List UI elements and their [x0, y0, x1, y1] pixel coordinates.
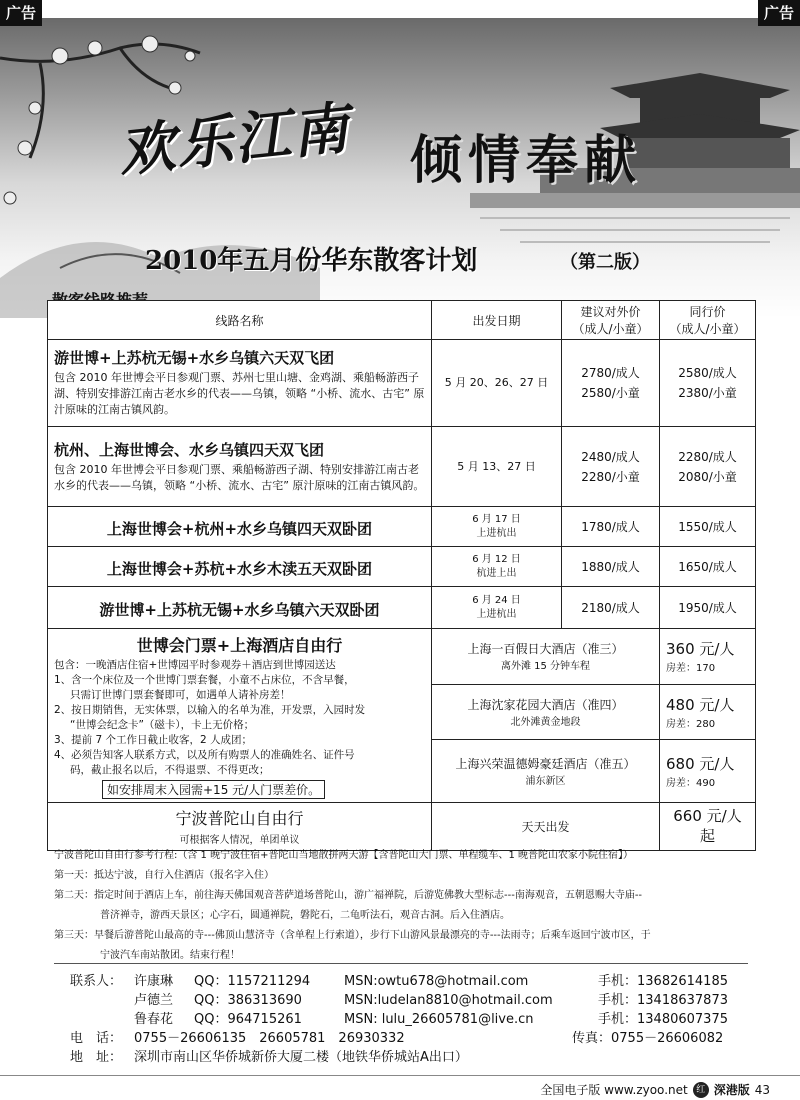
address-row [70, 1048, 760, 1067]
table-row [48, 340, 756, 427]
free-package-title: 世博会门票+上海酒店自由行 [136, 636, 343, 655]
itinerary-day3-cont: 宁波汽车南站散团。结束行程！ [100, 950, 240, 961]
itinerary-day2: 第二天：指定时间于酒店上车，前往海天佛国观音菩萨道场普陀山，游广福禅院，后游览佛教大型标志---南海观音，五朝恩赐大寺庙-- [54, 890, 643, 901]
hotel-name: 上海兴荣温德姆豪廷酒店（准五） [455, 757, 636, 772]
retail-price: 1780/成人 [562, 507, 660, 547]
weekend-surcharge: 如安排周末入园需+15 元/人门票差价。 [102, 780, 325, 799]
retail-price: 2780/成人 2580/小童 [562, 340, 660, 427]
contact-label: 联系人： [70, 974, 123, 989]
route-name: 杭州、上海世博会、水乡乌镇四天双飞团 [54, 440, 325, 459]
hotel-location: 北外滩黄金地段 [510, 716, 581, 728]
free-package-cell [48, 629, 432, 803]
contact-name: 许康琳 [134, 974, 174, 989]
retail-price: 2480/成人 2280/小童 [562, 427, 660, 507]
route-desc: 包含 2010 年世博会平日参观门票、苏州七里山塘、金鸡湖、乘船畅游西子湖、特别安排游江南古老水乡的代表——乌镇，领略 “小桥、流水、古宅” 原汁原味的江南古镇风韵。 [54, 371, 425, 416]
ad-tag-left: 广告 [0, 0, 42, 26]
table-row [48, 507, 756, 547]
ningbo-price: 660 元/人 起 [660, 803, 756, 851]
itinerary-intro: 宁波普陀山自由行参考行程:（含 1 晚宁波住宿+普陀山当地散拼两天游【含普陀山大门票、单程缆车、1 晚普陀山农家小院住宿】） [54, 850, 634, 861]
free-package-note: 3、提前 7 个工作日截止收客，2 人成团； [54, 734, 253, 746]
hotel-cell [432, 629, 660, 685]
free-package-note: 1、含一个床位及一个世博门票套餐，小童不占床位，不含早餐， [54, 674, 355, 686]
hotel-price: 480 元/人 [666, 695, 735, 714]
header-retail: 建议对外价 （成人/小童） [562, 301, 660, 340]
itinerary-day2-cont: 普济禅寺，游西天景区；心字石，圆通禅院，磐陀石，二龟听法石，观音古洞。后入住酒店。 [100, 910, 510, 921]
retail-price: 2180/成人 [562, 587, 660, 629]
hotel-room-diff: 房差：170 [666, 663, 716, 675]
itinerary-day3: 第三天：早餐后游普陀山最高的寺---佛顶山慧济寺（含单程上行索道），步行下山游风景最漂亮的寺---法雨寺；后乘车返回宁波市区，于 [54, 930, 651, 941]
contact-msn: MSN:ludelan8810@hotmail.com [344, 993, 553, 1008]
contacts [70, 972, 760, 1067]
table-row [48, 629, 756, 685]
route-desc: 包含 2010 年世博会平日参观门票、乘船畅游西子湖、特别安排游江南古老水乡的代表——乌镇，领略 “小桥、流水、古宅” 原汁原味的江南古镇风韵。 [54, 462, 425, 492]
ningbo-note: 可根据客人情况，单团单议 [179, 835, 300, 846]
route-date: 6 月 24 日 上进杭出 [432, 587, 562, 629]
route-table [47, 300, 756, 851]
contact-mobile: 手机：13418637873 [598, 993, 728, 1008]
phone-label: 电 话： [70, 1031, 123, 1046]
route-name: 游世博+上苏杭无锡+水乡乌镇六天双飞团 [54, 349, 335, 367]
table-row [48, 587, 756, 629]
table-header-row [48, 301, 756, 340]
free-package-note: 只需订世博门票套餐即可，如遇单人请补房差！ [70, 689, 291, 701]
contact-mobile: 手机：13480607375 [598, 1012, 728, 1027]
hotel-name: 上海一百假日大酒店（准三） [467, 642, 624, 657]
contact-mobile: 手机：13682614185 [598, 974, 728, 989]
ad-tag-right: 广告 [758, 0, 800, 26]
page-number: 43 [754, 1082, 770, 1097]
itinerary-day1: 第一天：抵达宁波，自行入住酒店（报名字入住） [54, 870, 274, 881]
ningbo-departure: 天天出发 [432, 803, 660, 851]
free-package-note: 码，截止报名以后，不得退票、不得更改； [70, 764, 270, 776]
contact-name: 鲁春花 [134, 1012, 174, 1027]
route-date: 5 月 13、27 日 [432, 427, 562, 507]
retail-price: 1880/成人 [562, 547, 660, 587]
route-cell [48, 427, 432, 507]
plan-edition: （第二版） [560, 252, 650, 273]
contact-row [70, 991, 760, 1010]
route-cell [48, 340, 432, 427]
hotel-room-diff: 房差：280 [666, 718, 716, 730]
table-row [48, 547, 756, 587]
banner [0, 18, 800, 318]
contact-name: 卢德兰 [134, 993, 174, 1008]
hotel-cell [432, 684, 660, 740]
hotel-location: 离外滩 15 分钟车程 [500, 661, 591, 673]
divider [54, 963, 748, 964]
address-label: 地 址： [70, 1050, 123, 1065]
slogan: 倾情奉献 [410, 130, 643, 191]
header-trade: 同行价 （成人/小童） [660, 301, 756, 340]
route-name: 上海世博会+苏杭+水乡木渎五天双卧团 [48, 547, 432, 587]
footer-badge-icon: 红 [693, 1082, 709, 1098]
contact-msn: MSN:owtu678@hotmail.com [344, 974, 529, 989]
table-row [48, 803, 756, 851]
hotel-price: 360 元/人 [666, 640, 735, 659]
hotel-price-cell [660, 740, 756, 803]
contact-qq: QQ：386313690 [194, 993, 302, 1008]
hotel-location: 浦东新区 [525, 776, 566, 788]
trade-price: 2280/成人 2080/小童 [660, 427, 756, 507]
footer-divider [0, 1075, 800, 1076]
route-name: 游世博+上苏杭无锡+水乡乌镇六天双卧团 [48, 587, 432, 629]
free-package-note: 4、必须告知客人联系方式，以及所有购票人的准确姓名、证件号 [54, 749, 355, 761]
hotel-name: 上海沈家花园大酒店（准四） [467, 697, 624, 712]
route-date: 6 月 12 日 杭进上出 [432, 547, 562, 587]
header-date: 出发日期 [432, 301, 562, 340]
plan-title: 2010年五月份华东散客计划 [145, 246, 478, 276]
free-package-note: 2、按日期销售，无实体票，以输入的名单为准，开发票，入园时发 [54, 704, 366, 716]
route-name: 上海世博会+杭州+水乡乌镇四天双卧团 [48, 507, 432, 547]
trade-price: 1650/成人 [660, 547, 756, 587]
itinerary [54, 846, 754, 966]
trade-price: 1950/成人 [660, 587, 756, 629]
fax-number: 传真：0755－26606082 [572, 1031, 724, 1046]
address: 深圳市南山区华侨城新侨大厦二楼（地铁华侨城站A出口） [134, 1050, 468, 1065]
hotel-price: 680 元/人 [666, 755, 735, 774]
hotel-cell [432, 740, 660, 803]
contact-qq: QQ：1157211294 [194, 974, 311, 989]
contact-row [70, 972, 760, 991]
header-route: 线路名称 [48, 301, 432, 340]
route-date: 5 月 20、26、27 日 [432, 340, 562, 427]
footer [540, 1081, 770, 1098]
brush-title: 欢乐江南 [115, 95, 354, 185]
ningbo-title: 宁波普陀山自由行 [175, 809, 304, 828]
hotel-price-cell [660, 629, 756, 685]
trade-price: 1550/成人 [660, 507, 756, 547]
hotel-room-diff: 房差：490 [666, 778, 716, 790]
table-row [48, 427, 756, 507]
route-date: 6 月 17 日 上进杭出 [432, 507, 562, 547]
footer-edition: 深港版 [713, 1083, 750, 1097]
contact-msn: MSN: lulu_26605781@live.cn [344, 1012, 534, 1027]
contact-row [70, 1010, 760, 1029]
free-package-includes: 包含：一晚酒店住宿+世博园平时参观券＋酒店到世博园送达 [54, 659, 336, 671]
contact-qq: QQ：964715261 [194, 1012, 302, 1027]
hotel-price-cell [660, 684, 756, 740]
phone-numbers: 0755－26606135 26605781 26930332 [134, 1031, 405, 1046]
trade-price: 2580/成人 2380/小童 [660, 340, 756, 427]
free-package-note: “世博会纪念卡”（磁卡），卡上无价格； [70, 719, 255, 731]
ningbo-cell [48, 803, 432, 851]
phone-row [70, 1029, 760, 1048]
footer-site: 全国电子版 www.zyoo.net [540, 1083, 688, 1097]
